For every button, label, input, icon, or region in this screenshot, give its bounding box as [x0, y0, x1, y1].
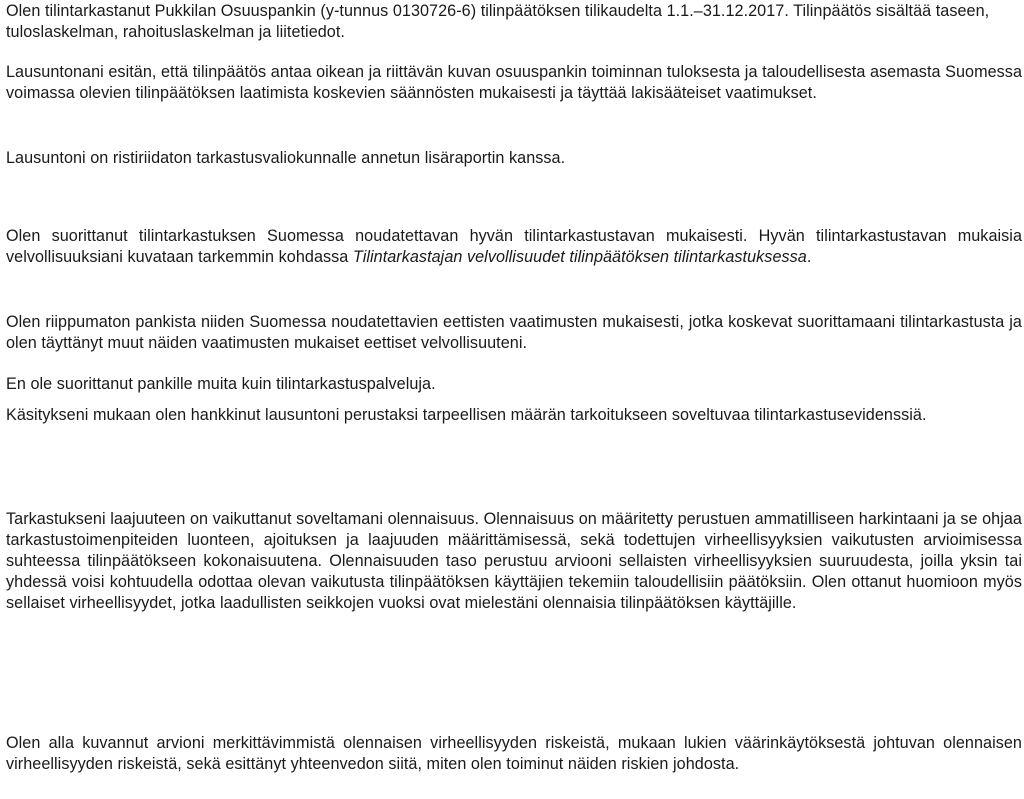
paragraph-evidence: Käsitykseni mukaan olen hankkinut lausuntoni perustaksi tarpeellisen määrän tarkoitukseen soveltuvaa tilintarkastusevidenssiä. [6, 406, 927, 424]
paragraph-key-risks: Olen alla kuvannut arvioni merkittävimmistä olennaisen virheellisyyden riskeistä, mukaan lukien väärinkäytöksestä johtuvan olennaisen virheellisyyden riskeistä, sekä esittänyt yhteenvedon siitä, miten olen toiminut näiden riskien johdosta. [6, 734, 1022, 773]
paragraph-services: En ole suorittanut pankille muita kuin tilintarkastuspalveluja. [6, 375, 436, 393]
paragraph-consistency: Lausuntoni on ristiriidaton tarkastusvaliokunnalle annetun lisäraportin kanssa. [6, 149, 566, 167]
paragraph-independence: Olen riippumaton pankista niiden Suomessa noudatettavien eettisten vaatimusten mukaisesti, jotka koskevat suorittamaani tilintarkastusta ja olen täyttänyt muut näiden vaatimusten mukaiset eettiset velvollisuuteni. [6, 313, 1022, 352]
paragraph-audit-scope: Olen tilintarkastanut Pukkilan Osuuspankin (y-tunnus 0130726-6) tilinpäätöksen tilikaudelta 1.1.–31.12.2017. Tilinpäätös sisältää taseen, tuloslaskelman, rahoituslaskelman ja liitetiedot. [6, 2, 990, 41]
paragraph-opinion: Lausuntonani esitän, että tilinpäätös antaa oikean ja riittävän kuvan osuuspankin toiminnan tuloksesta ja taloudellisesta asemasta Suomessa voimassa olevien tilinpäätöksen laatimista koskevien säännösten mukaisesti ja täyttää lakisääteiset vaatimukset. [6, 63, 1022, 102]
paragraph-basis [6, 226, 1022, 268]
basis-text-before: Olen suorittanut tilintarkastuksen Suomessa noudatettavan hyvän tilintarkastustavan mukaisesti. Hyvän tilintarkastustavan mukaisia velvollisuuksiani kuvataan tarkemmin kohdassa [6, 227, 1022, 266]
basis-text-after: . [806, 248, 812, 266]
paragraph-materiality: Tarkastukseni laajuuteen on vaikuttanut soveltamani olennaisuus. Olennaisuus on määritetty perustuen ammatilliseen harkintaani ja se ohjaa tarkastustoimenpiteiden luonteen, ajoituksen ja laajuuden määrittämisessä, sekä todettujen virheellisyyksien vaikutusten arvioimisessa suhteessa tilinpäätökseen kokonaisuutena. Olennaisuuden taso perustuu arviooni sellaisten virheellisyyksien suuruudesta, joilla yksin tai yhdessä voisi kohtuudella odottaa olevan vaikutusta tilinpäätöksen käyttäjien tekemiin taloudellisiin päätöksiin. Olen ottanut huomioon myös sellaiset virheellisyydet, jotka laadullisten seikkojen vuoksi ovat mielestäni olennaisia tilinpäätöksen käyttäjille. [6, 510, 1022, 612]
basis-text-italic: Tilintarkastajan velvollisuudet tilinpäätöksen tilintarkastuksessa [352, 248, 807, 266]
